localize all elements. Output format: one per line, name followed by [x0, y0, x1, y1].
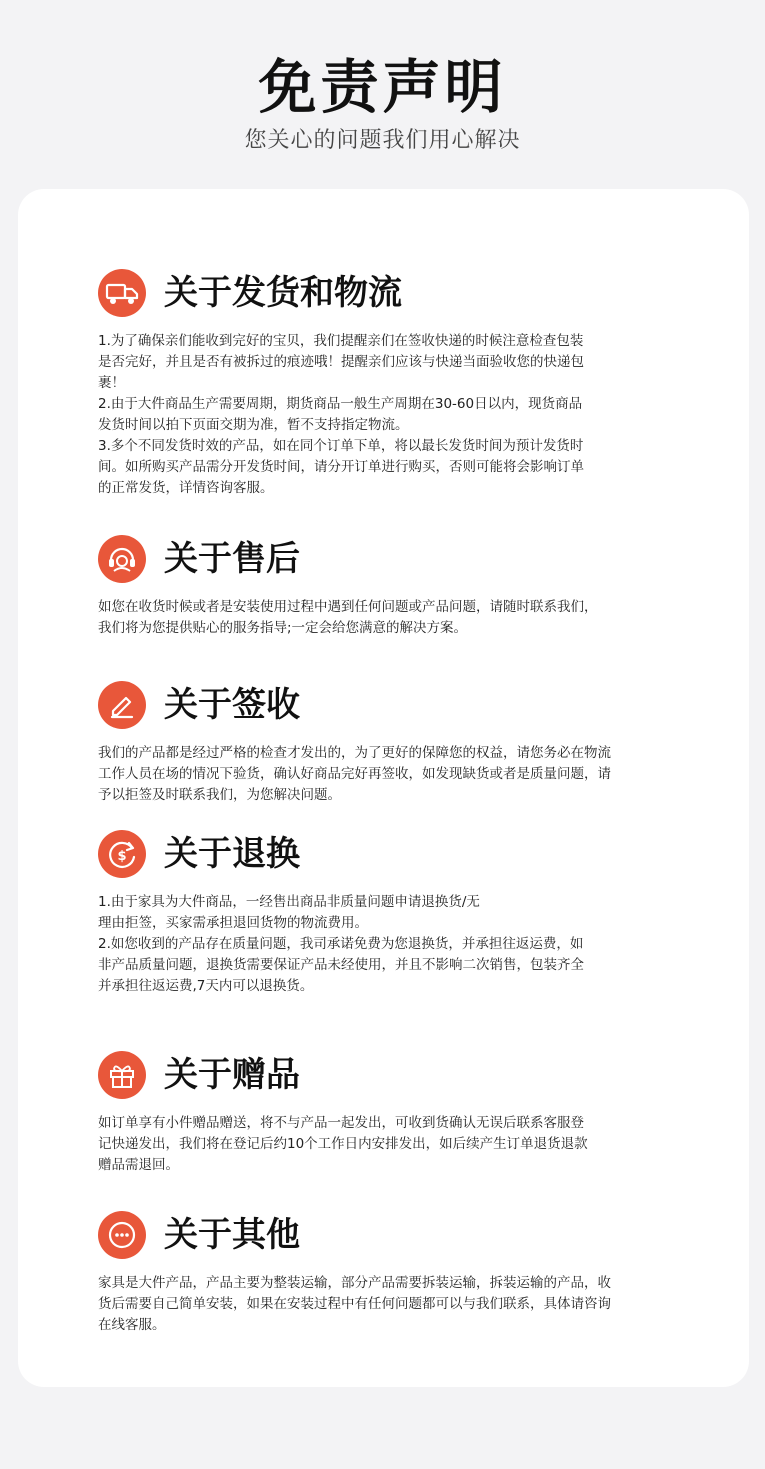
section-line: 3.多个不同发货时效的产品，如在同个订单下单，将以最长发货时间为预计发货时	[98, 438, 584, 454]
section-title: 关于售后	[164, 539, 300, 579]
section-line: 的正常发货，详情咨询客服。	[98, 480, 274, 496]
section-line: 裹！	[98, 375, 125, 391]
section-gifts	[98, 1051, 678, 1176]
section-line: 1.为了确保亲们能收到完好的宝贝，我们提醒亲们在签收快递的时候注意检查包装	[98, 333, 584, 349]
section-header	[98, 1211, 678, 1263]
section-title: 关于赠品	[164, 1055, 300, 1095]
section-line: 2.由于大件商品生产需要周期，期货商品一般生产周期在30-60日以内，现货商品	[98, 396, 583, 412]
section-title: 关于其他	[164, 1215, 300, 1255]
page-subtitle: 您关心的问题我们用心解决	[244, 128, 521, 153]
delivery-truck-icon	[98, 269, 146, 317]
section-line: 理由拒签，买家需承担退回货物的物流费用。	[98, 915, 368, 931]
section-header	[98, 269, 678, 321]
refund-exchange-icon	[98, 830, 146, 878]
section-title: 关于退换	[164, 834, 300, 874]
section-line: 在线客服。	[98, 1317, 166, 1333]
section-line: 2.如您收到的产品存在质量问题，我司承诺免费为您退换货，并承担往返运费，如	[98, 936, 584, 952]
section-after-sales	[98, 535, 678, 639]
customer-service-icon	[98, 535, 146, 583]
pen-sign-icon	[98, 681, 146, 729]
section-line: 非产品质量问题，退换货需要保证产品未经使用，并且不影响二次销售，包装齐全	[98, 957, 584, 973]
section-line: 发货时间以拍下页面交期为准，暂不支持指定物流。	[98, 417, 409, 433]
section-body	[98, 597, 678, 639]
section-line: 家具是大件产品，产品主要为整装运输，部分产品需要拆装运输，拆装运输的产品，收	[98, 1275, 611, 1291]
section-line: 予以拒签及时联系我们，为您解决问题。	[98, 787, 341, 803]
section-body	[98, 331, 678, 499]
section-line: 我们的产品都是经过严格的检查才发出的，为了更好的保障您的权益，请您务必在物流	[98, 745, 611, 761]
section-body	[98, 743, 678, 806]
section-returns	[98, 830, 678, 997]
disclaimer-card	[18, 189, 749, 1387]
section-line: 赠品需退回。	[98, 1157, 179, 1173]
section-line: 1.由于家具为大件商品，一经售出商品非质量问题申请退换货/无	[98, 894, 480, 910]
more-dots-icon	[98, 1211, 146, 1259]
section-body	[98, 1113, 678, 1176]
section-line: 如您在收货时候或者是安装使用过程中遇到任何问题或产品问题，请随时联系我们，	[98, 599, 598, 615]
section-signing	[98, 681, 678, 806]
section-header	[98, 681, 678, 733]
section-line: 记快递发出，我们将在登记后约10个工作日内安排发出，如后续产生订单退货退款	[98, 1136, 588, 1152]
section-line: 我们将为您提供贴心的服务指导;一定会给您满意的解决方案。	[98, 620, 468, 636]
svg-text:$: $	[117, 849, 127, 864]
section-line: 并承担往返运费,7天内可以退换货。	[98, 978, 314, 994]
section-title: 关于发货和物流	[164, 273, 402, 313]
section-body	[98, 1273, 678, 1336]
section-header	[98, 830, 678, 882]
section-line: 工作人员在场的情况下验货，确认好商品完好再签收，如发现缺货或者是质量问题，请	[98, 766, 611, 782]
gift-icon	[98, 1051, 146, 1099]
section-line: 间。如所购买产品需分开发货时间，请分开订单进行购买，否则可能将会影响订单	[98, 459, 584, 475]
section-others	[98, 1211, 678, 1336]
section-line: 如订单享有小件赠品赠送，将不与产品一起发出，可收到货确认无误后联系客服登	[98, 1115, 584, 1131]
section-line: 是否完好，并且是否有被拆过的痕迹哦！提醒亲们应该与快递当面验收您的快递包	[98, 354, 584, 370]
section-body	[98, 892, 678, 997]
section-header	[98, 1051, 678, 1103]
page-title: 免责声明	[258, 53, 507, 121]
section-shipping	[98, 269, 678, 499]
section-title: 关于签收	[164, 685, 300, 725]
section-header	[98, 535, 678, 587]
section-line: 货后需要自己简单安装，如果在安装过程中有任何问题都可以与我们联系，具体请咨询	[98, 1296, 611, 1312]
